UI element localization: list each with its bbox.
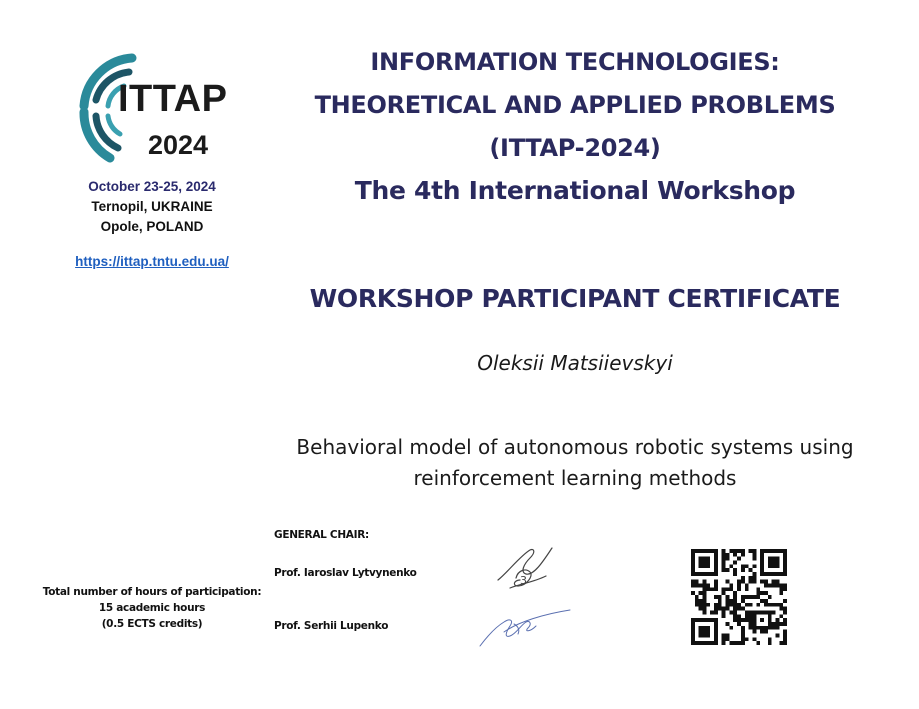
topic-line-1: Behavioral model of autonomous robotic systems using <box>296 435 854 459</box>
title-line-1: INFORMATION TECHNOLOGIES: <box>370 48 780 76</box>
qr-code-icon[interactable] <box>691 549 787 645</box>
event-location-2: Opole, POLAND <box>100 219 204 234</box>
logo-name: ITTAP <box>118 78 228 120</box>
website-link[interactable]: https://ittap.tntu.edu.ua/ <box>75 254 229 269</box>
general-chair-label: GENERAL CHAIR: <box>274 529 369 541</box>
title-line-3: (ITTAP-2024) <box>489 134 661 162</box>
certificate-heading: WORKSHOP PARTICIPANT CERTIFICATE <box>309 284 841 313</box>
title-line-4: The 4th International Workshop <box>354 176 796 205</box>
participant-name: Oleksii Matsiievskyi <box>477 351 673 375</box>
hours-label: Total number of hours of participation: <box>42 586 262 598</box>
ittap-logo <box>74 50 234 168</box>
signature-2 <box>474 602 574 650</box>
chair-person-1: Prof. Iaroslav Lytvynenko <box>274 567 417 579</box>
svg-text:3: 3 <box>520 574 527 587</box>
logo-year: 2024 <box>148 130 209 160</box>
title-line-2: THEORETICAL AND APPLIED PROBLEMS <box>314 91 836 119</box>
event-location-1: Ternopil, UKRAINE <box>91 199 213 214</box>
signature-1 <box>490 542 560 594</box>
chair-person-2: Prof. Serhii Lupenko <box>274 620 389 632</box>
hours-value: 15 academic hours <box>98 602 206 614</box>
topic-line-2: reinforcement learning methods <box>413 466 737 490</box>
ects-credits: (0.5 ECTS credits) <box>101 618 203 630</box>
event-dates: October 23-25, 2024 <box>88 179 216 194</box>
